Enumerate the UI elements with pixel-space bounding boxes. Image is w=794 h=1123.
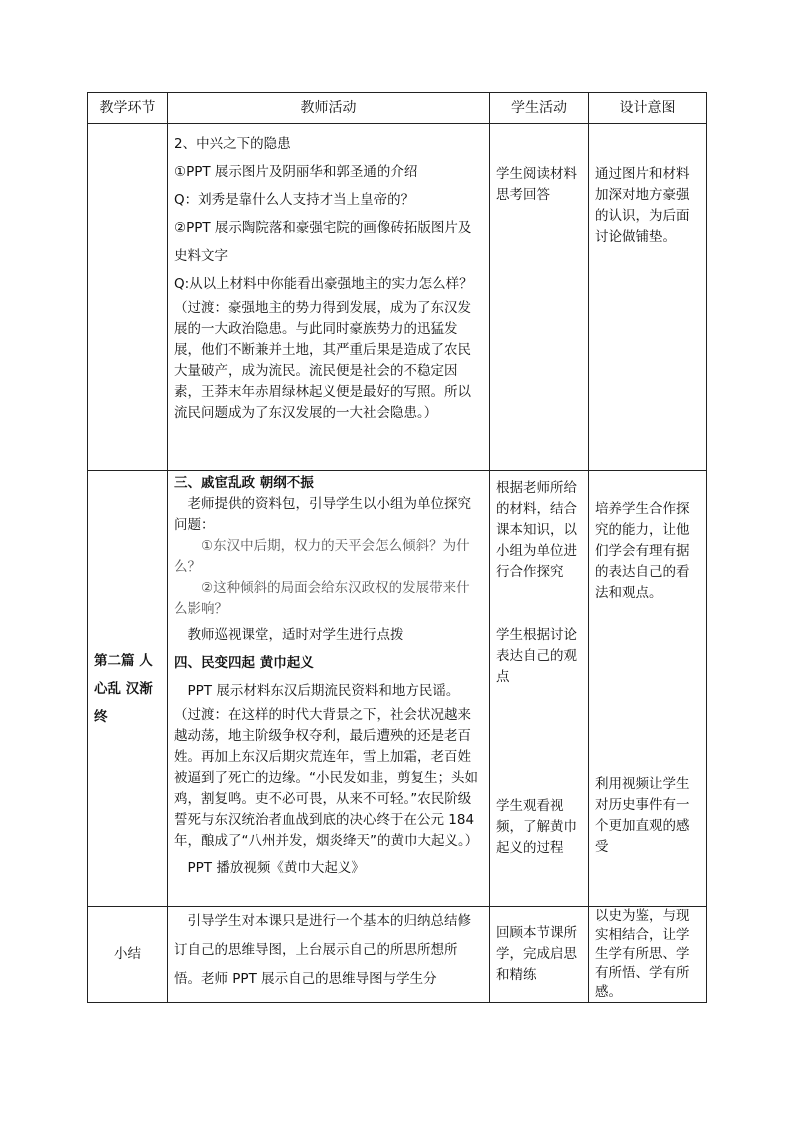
teacher-guidance-text: 教师巡视课堂，适时对学生进行点拨 xyxy=(187,627,404,643)
teacher-cell-hidden-dangers xyxy=(168,124,490,471)
discussion-question-2: ②这种倾斜的局面会给东汉政权的发展带来什么影响？ xyxy=(174,580,470,617)
design-cell-second-chapter xyxy=(589,471,707,907)
ppt-brick-images-text-cont: 史料文字 xyxy=(174,248,228,264)
header-row xyxy=(88,93,707,124)
stage-cell-empty xyxy=(88,124,168,471)
header-teacher-activity: 教师活动 xyxy=(168,93,490,124)
student-activity-text: 学生阅读材料思考回答 xyxy=(496,166,577,203)
design-video: 利用视频让学生对历史事件有一个更加直观的感受 xyxy=(595,776,690,855)
student-watch-video: 学生观看视频，了解黄巾起义的过程 xyxy=(496,798,577,856)
summary-student-text: 回顾本节课所学，完成启思和精练 xyxy=(496,925,577,983)
stage-cell-summary xyxy=(88,907,168,1003)
row-summary xyxy=(88,907,707,1003)
student-express-views: 学生根据讨论表达自己的观点 xyxy=(496,627,577,685)
section-title: 第二篇 人心乱 汉渐终 xyxy=(94,652,153,725)
student-cell-second-chapter xyxy=(490,471,589,907)
lesson-plan-table xyxy=(87,92,707,1003)
header-student-activity: 学生活动 xyxy=(490,93,589,124)
summary-teacher-text: 引导学生对本课只是进行一个基本的归纳总结修订自己的思维导图，上台展示自己的所思所想所悟。老师 PPT 展示自己的思维导图与学生分 xyxy=(174,913,471,987)
student-cell-reading xyxy=(490,124,589,471)
teacher-cell-second-chapter xyxy=(168,471,490,907)
subheading-hidden-dangers: 2、中兴之下的隐患 xyxy=(174,136,291,152)
row-hidden-dangers xyxy=(88,124,707,471)
ppt-intro-text: ①PPT 展示图片及阴丽华和郭圣通的介绍 xyxy=(174,164,418,180)
design-cooperation: 培养学生合作探究的能力，让他们学会有理有据的表达自己的看法和观点。 xyxy=(595,501,690,601)
summary-design-text: 以史为鉴，与现实相结合，让学生学有所思、学有所悟、学有所感。 xyxy=(595,908,690,1000)
design-cell-materials xyxy=(589,124,707,471)
teacher-cell-summary xyxy=(168,907,490,1003)
question-landlord-power: Q:从以上材料中你能看出豪强地主的实力怎么样？ xyxy=(174,276,473,292)
header-design-intent: 设计意图 xyxy=(589,93,707,124)
header-stage: 教学环节 xyxy=(88,93,168,124)
transition-yellow-turban: （过渡：在这样的时代大背景之下，社会状况越来越动荡，地主阶级争权夺利，最后遭殃的还是老百姓。再加上东汉后期灾荒连年，雪上加霜，老百姓被逼到了死亡的边缘。“小民发如韭，剪复生；头如鸡，割复鸣。吏不必可畏，从来不可轻。”农民阶级誓死与东汉统治者血战到底的决心终于在公元 184 年，酿成了“八州并发，烟炎绛天”的黄巾大起义。） xyxy=(174,707,479,849)
stage-cell-second-chapter xyxy=(88,471,168,907)
ppt-brick-images-text: ②PPT 展示陶院落和豪强宅院的画像砖拓版图片及 xyxy=(174,220,472,236)
design-cell-summary xyxy=(589,907,707,1003)
transition-paragraph: （过渡：豪强地主的势力得到发展，成为了东汉发展的一大政治隐患。与此同时豪族势力的迅猛发展，他们不断兼并土地，其严重后果是造成了农民大量破产，成为流民。流民便是社会的不稳定因素，王莽末年赤眉绿林起义便是最好的写照。所以流民问题成为了东汉发展的一大社会隐患。） xyxy=(174,300,471,421)
student-cooperative-inquiry: 根据老师所给的材料，结合课本知识，以小组为单位进行合作探究 xyxy=(496,480,577,580)
material-pack-text: 老师提供的资料包，引导学生以小组为单位探究问题： xyxy=(174,496,471,533)
ppt-refugee-materials: PPT 展示材料东汉后期流民资料和地方民谣。 xyxy=(187,683,460,699)
heading-eunuch-politics: 三、戚宦乱政 朝纲不振 xyxy=(174,475,314,491)
summary-title: 小结 xyxy=(114,946,141,962)
discussion-question-1: ①东汉中后期，权力的天平会怎么倾斜？为什么？ xyxy=(174,538,470,575)
ppt-video-text: PPT 播放视频《黄巾大起义》 xyxy=(187,860,365,876)
heading-yellow-turban: 四、民变四起 黄巾起义 xyxy=(174,655,314,671)
row-second-chapter xyxy=(88,471,707,907)
student-cell-summary xyxy=(490,907,589,1003)
question-liu-xiu: Q：刘秀是靠什么人支持才当上皇帝的？ xyxy=(174,192,415,208)
design-intent-text: 通过图片和材料加深对地方豪强的认识，为后面讨论做铺垫。 xyxy=(595,166,690,245)
